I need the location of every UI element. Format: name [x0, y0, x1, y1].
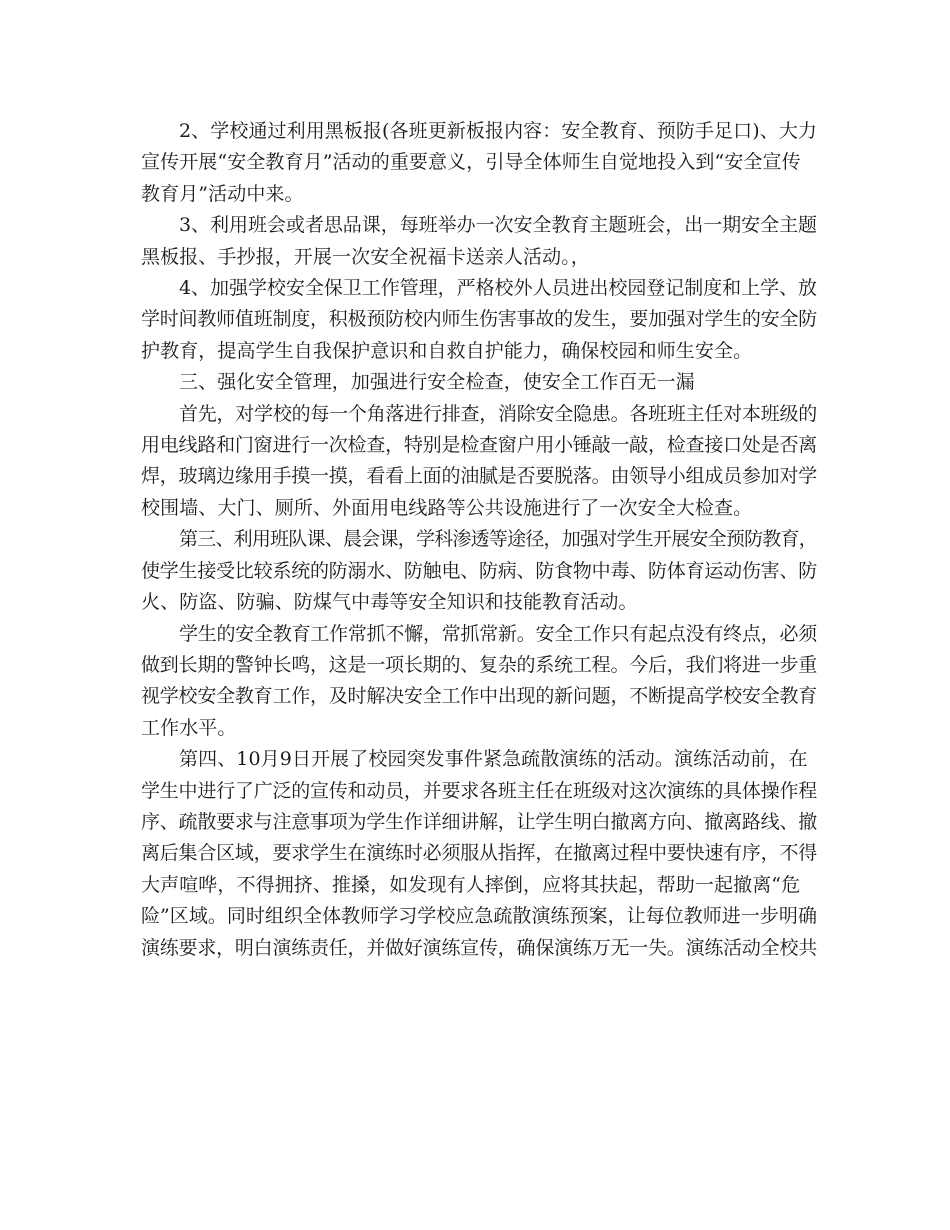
- text-line: 做到长期的警钟长鸣，这是一项长期的、复杂的系统工程。今后，我们将进一步重: [141, 653, 818, 676]
- paragraph: [141, 619, 817, 745]
- text-line: 首先，对学校的每一个角落进行排查，消除安全隐患。各班班主任对本班级的: [179, 402, 818, 425]
- text-line: 序、疏散要求与注意事项为学生作详细讲解，让学生明白撤离方向、撤离路线、撤: [141, 810, 818, 833]
- text-line: 大声喧哗，不得拥挤、推搡，如发现有人摔倒，应将其扶起，帮助一起撤离“危: [141, 873, 801, 896]
- text-line: 视学校安全教育工作，及时解决安全工作中出现的新问题，不断提高学校安全教育: [141, 685, 818, 708]
- text-line: 宣传开展“安全教育月”活动的重要意义，引导全体师生自觉地投入到“安全宣传: [141, 151, 801, 174]
- text-line: 险”区域。同时组织全体教师学习学校应急疏散演练预案，让每位教师进一步明确: [141, 905, 817, 928]
- text-line: 4、加强学校安全保卫工作管理，严格校外人员进出校园登记制度和上学、放: [179, 277, 818, 300]
- text-line: 离后集合区域，要求学生在演练时必须服从指挥，在撤离过程中要快速有序，不得: [141, 842, 818, 865]
- paragraph: [141, 273, 817, 367]
- text-line: 三、强化安全管理，加强进行安全检查，使安全工作百无一漏: [179, 371, 695, 394]
- text-line: 用电线路和门窗进行一次检查，特别是检查窗户用小锤敲一敲，检查接口处是否离: [141, 434, 818, 457]
- text-line: 工作水平。: [141, 716, 237, 739]
- text-line: 学生中进行了广泛的宣传和动员，并要求各班主任在班级对这次演练的具体操作程: [141, 779, 818, 802]
- paragraph: [141, 210, 817, 273]
- text-line: 第四、10月9日开展了校园突发事件紧急疏散演练的活动。演练活动前，在: [179, 748, 808, 771]
- text-line: 3、利用班会或者思品课，每班举办一次安全教育主题班会，出一期安全主题: [179, 214, 818, 237]
- text-line: 2、学校通过利用黑板报(各班更新板报内容：安全教育、预防手足口)、大力: [179, 120, 817, 142]
- paragraph: [141, 399, 817, 525]
- text-line: 使学生接受比较系统的防溺水、防触电、防病、防食物中毒、防体育运动伤害、防: [141, 559, 818, 582]
- text-line: 学时间教师值班制度，积极预防校内师生伤害事故的发生，要加强对学生的安全防: [141, 308, 818, 331]
- text-line: 第三、利用班队课、晨会课，学科渗透等途径，加强对学生开展安全预防教育，: [179, 528, 817, 551]
- text-line: 焊，玻璃边缘用手摸一摸，看看上面的油腻是否要脱落。由领导小组成员参加对学: [141, 465, 818, 488]
- paragraph: [141, 367, 817, 398]
- text-line: 校围墙、大门、厕所、外面用电线路等公共设施进行了一次安全大检查。: [141, 496, 753, 519]
- text-line: 教育月”活动中来。: [141, 182, 304, 205]
- text-line: 演练要求，明白演练责任，并做好演练宣传，确保演练万无一失。演练活动全校共: [141, 936, 818, 959]
- paragraph: [141, 116, 817, 210]
- text-line: 护教育，提高学生自我保护意识和自救自护能力，确保校园和师生安全。: [141, 339, 753, 362]
- paragraph: [141, 744, 817, 964]
- text-line: 火、防盗、防骗、防煤气中毒等安全知识和技能教育活动。: [141, 591, 638, 614]
- text-line: 学生的安全教育工作常抓不懈，常抓常新。安全工作只有起点没有终点，必须: [179, 622, 818, 645]
- paragraph: [141, 524, 817, 618]
- text-line: 黑板报、手抄报，开展一次安全祝福卡送亲人活动。，: [141, 245, 590, 268]
- document-body: [141, 116, 817, 964]
